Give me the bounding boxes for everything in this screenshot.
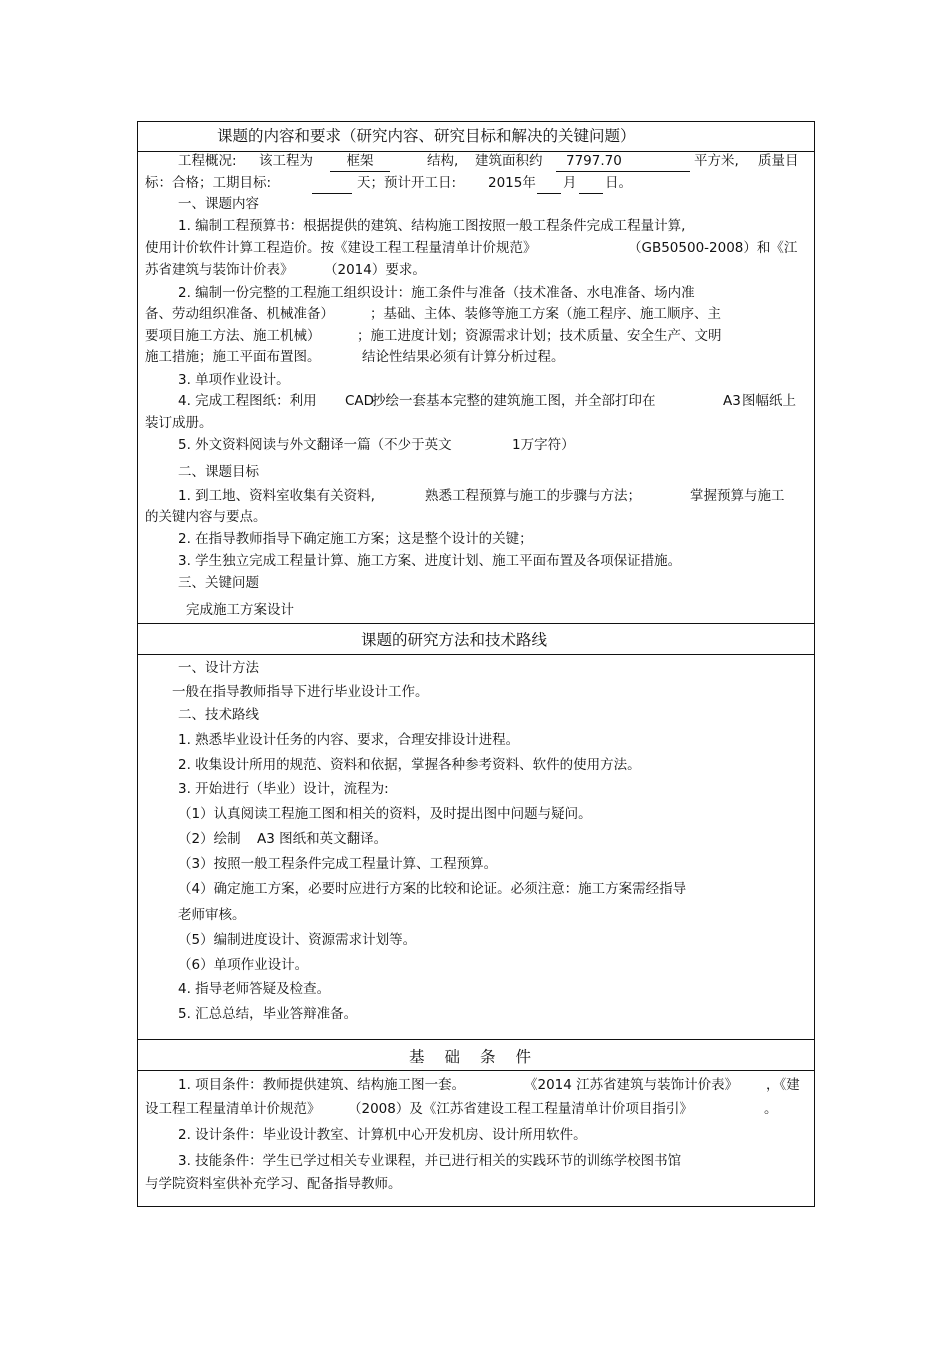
route-substep: （4）确定施工方案，必要时应进行方案的比较和论证。必须注意：施工方案需经指导	[178, 881, 687, 897]
method-heading: 一、设计方法	[178, 660, 259, 676]
section2-header: 课题的研究方法和技术路线	[361, 631, 548, 649]
item2-line: 备、劳动组织准备、机械准备）	[145, 306, 334, 322]
route-substep: （3）按照一般工程条件完成工程量计算、工程预算。	[178, 856, 498, 872]
day-label: 日。	[605, 175, 632, 191]
overview-text: 天；预计开工日:	[357, 175, 457, 191]
condition-line: 3. 技能条件：学生已学过相关专业课程，并已进行相关的实践环节的训练学校图书馆	[178, 1153, 682, 1169]
item4-line: 4. 完成工程图纸：利用	[178, 393, 317, 409]
overview-text: 标：合格；工期目标:	[145, 175, 272, 191]
item2-line: 结论性结果必须有计算分析过程。	[362, 349, 565, 365]
goal1-line: 1. 到工地、资料室收集有关资料,	[178, 488, 375, 504]
goal1-line: 掌握预算与施工	[690, 488, 785, 504]
overview-text: 建筑面积约	[475, 153, 543, 169]
day-field	[579, 173, 603, 194]
item2-line: 2. 编制一份完整的工程施工组织设计：施工条件与准备（技术准备、水电准备、场内准	[178, 285, 695, 301]
month-label: 月	[563, 175, 577, 191]
item1-line: （GB50500-2008）和《江	[628, 240, 798, 256]
item4-line: A3	[723, 393, 741, 409]
item4-line: 图幅纸上	[742, 393, 796, 409]
condition-line: （2008）及《江苏省建设工程工程量清单计价项目指引》	[348, 1101, 693, 1117]
key-text: 完成施工方案设计	[186, 602, 294, 618]
structure-value: 框架	[330, 151, 390, 172]
header-divider-3	[137, 1070, 815, 1071]
goal2-line: 2. 在指导教师指导下确定施工方案；这是整个设计的关键；	[178, 531, 533, 547]
item5-line: 1万字符）	[512, 437, 575, 453]
overview-text: 质量目	[758, 153, 799, 169]
condition-line: 2. 设计条件：毕业设计教室、计算机中心开发机房、设计所用软件。	[178, 1127, 587, 1143]
route-step: 4. 指导老师答疑及检查。	[178, 981, 331, 997]
key-heading: 三、关键问题	[178, 575, 259, 591]
item4-line: CAD	[345, 393, 375, 409]
route-heading: 二、技术路线	[178, 707, 259, 723]
item1-line: 苏省建筑与装饰计价表》	[145, 262, 294, 278]
route-step: 1. 熟悉毕业设计任务的内容、要求，合理安排设计进程。	[178, 732, 520, 748]
route-substep: （2）绘制	[178, 831, 241, 847]
duration-field	[312, 173, 352, 194]
condition-line: 。	[764, 1101, 778, 1117]
condition-line: 《2014 江苏省建筑与装饰计价表》	[524, 1077, 739, 1093]
item2-line: ；施工进度计划；资源需求计划；技术质量、安全生产、文明	[357, 328, 722, 344]
item4-line: 抄绘一套基本完整的建筑施工图，并全部打印在	[372, 393, 656, 409]
item1-line: 1. 编制工程预算书：根据提供的建筑、结构施工图按照一般工程条件完成工程量计算,	[178, 218, 686, 234]
overview-text: 该工程为	[259, 153, 313, 169]
route-step: 5. 汇总总结，毕业答辩准备。	[178, 1006, 358, 1022]
area-field	[556, 151, 690, 172]
header-divider-2	[137, 654, 815, 655]
overview-label: 工程概况:	[178, 153, 237, 169]
route-substep: （1）认真阅读工程施工图和相关的资料，及时提出图中问题与疑问。	[178, 806, 592, 822]
item1-line: （2014）要求。	[324, 262, 426, 278]
month-field	[537, 173, 561, 194]
area-value: 7797.70	[556, 151, 690, 172]
overview-text: 结构,	[427, 153, 459, 169]
section1-header: 课题的内容和要求（研究内容、研究目标和解决的关键问题）	[217, 127, 636, 145]
section3-header: 基础条件	[409, 1048, 552, 1066]
condition-line: 1. 项目条件：教师提供建筑、结构施工图一套。	[178, 1077, 466, 1093]
goal-heading: 二、课题目标	[178, 464, 259, 480]
start-year: 2015年	[488, 175, 536, 191]
item2-line: 施工措施；施工平面布置图。	[145, 349, 321, 365]
goal3-line: 3. 学生独立完成工程量计算、施工方案、进度计划、施工平面布置及各项保证措施。	[178, 553, 682, 569]
item2-line: ；基础、主体、装修等施工方案（施工程序、施工顺序、主	[370, 306, 721, 322]
route-substep: A3 图纸和英文翻译。	[257, 831, 388, 847]
route-step: 3. 开始进行（毕业）设计，流程为:	[178, 781, 389, 797]
item5-line: 5. 外文资料阅读与外文翻译一篇（不少于英文	[178, 437, 452, 453]
structure-field	[330, 151, 390, 172]
route-substep: 老师审核。	[178, 907, 246, 923]
route-substep: （6）单项作业设计。	[178, 957, 309, 973]
goal1-line: 的关键内容与要点。	[145, 509, 267, 525]
route-substep: （5）编制进度设计、资源需求计划等。	[178, 932, 417, 948]
route-step: 2. 收集设计所用的规范、资料和依据，掌握各种参考资料、软件的使用方法。	[178, 757, 641, 773]
item2-line: 要项目施工方法、施工机械）	[145, 328, 321, 344]
item3-line: 3. 单项作业设计。	[178, 372, 290, 388]
overview-text: 平方米,	[694, 153, 739, 169]
condition-line: 设工程工程量清单计价规范》	[145, 1101, 321, 1117]
goal1-line: 熟悉工程预算与施工的步骤与方法；	[425, 488, 641, 504]
condition-line: 与学院资料室供补充学习、配备指导教师。	[145, 1176, 402, 1192]
item1-line: 使用计价软件计算工程造价。按《建设工程工程量清单计价规范》	[145, 240, 537, 256]
content-heading: 一、课题内容	[178, 196, 259, 212]
condition-line: ，《建	[766, 1077, 800, 1093]
method-text: 一般在指导教师指导下进行毕业设计工作。	[172, 684, 429, 700]
item4-line: 装订成册。	[145, 415, 213, 431]
